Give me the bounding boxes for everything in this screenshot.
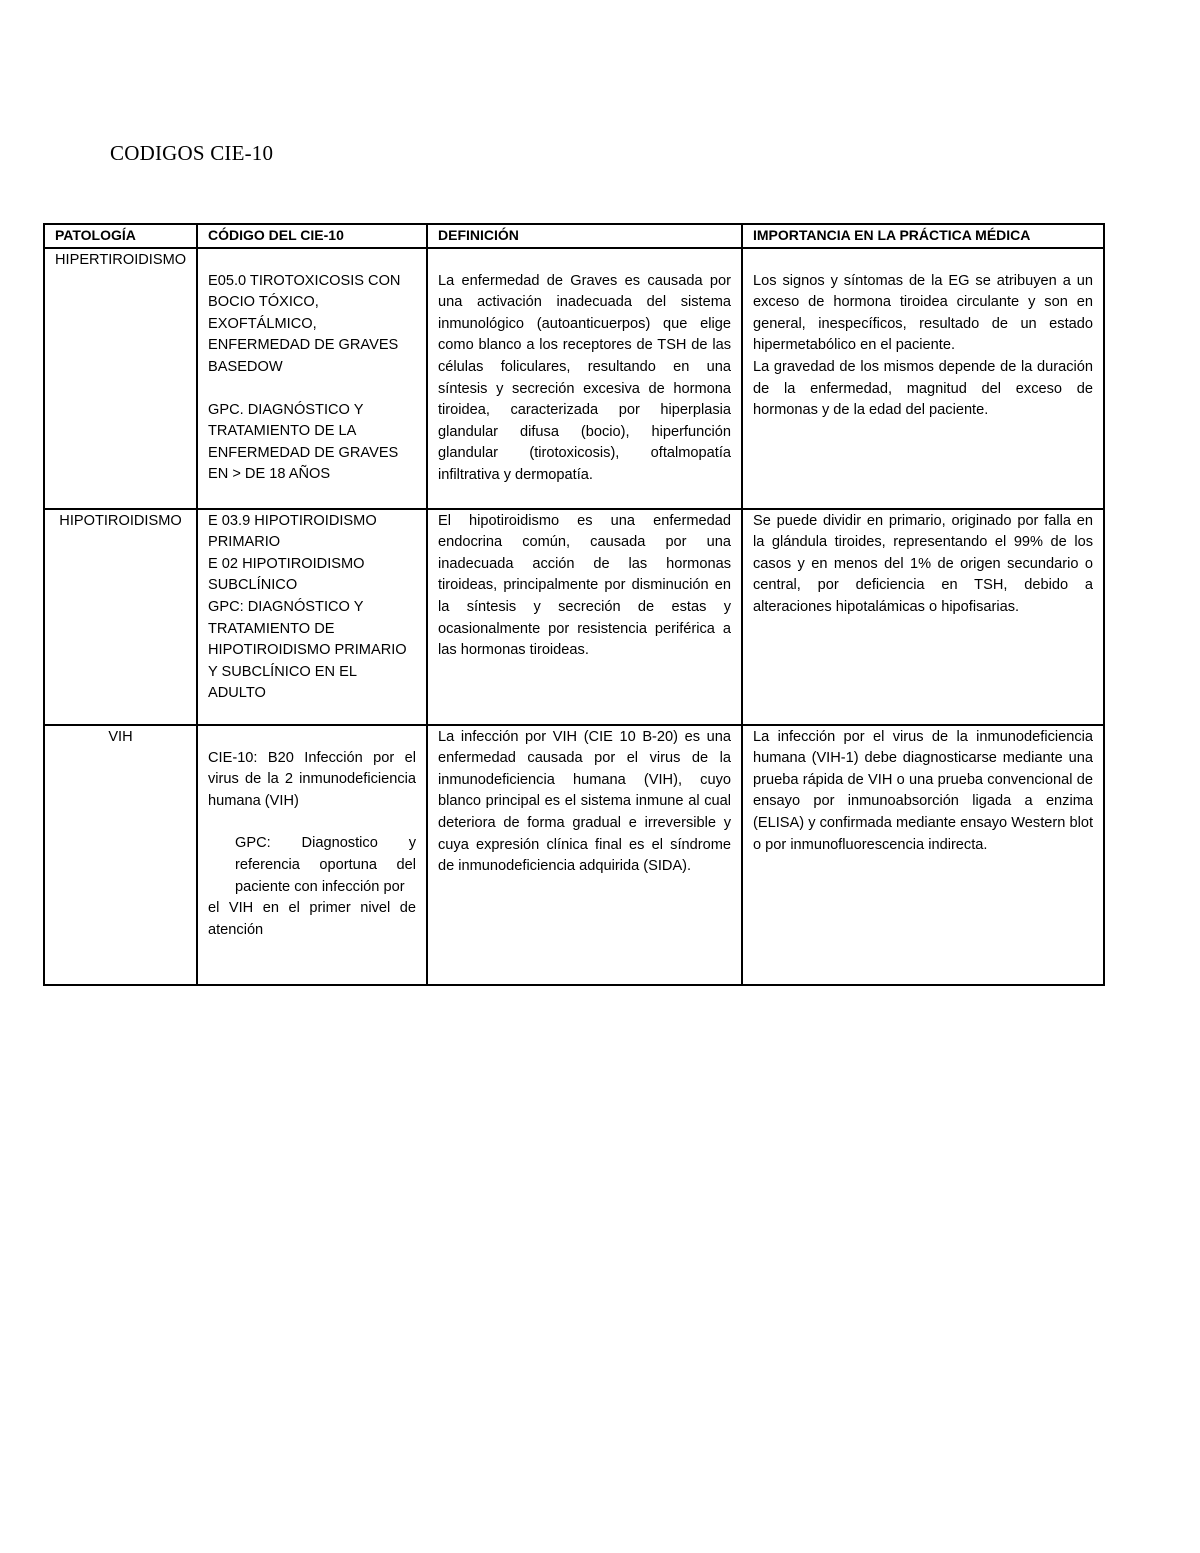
table-row [44,725,1104,985]
code-line: GPC: DIAGNÓSTICO Y TRATAMIENTO DE HIPOTIROIDISMO PRIMARIO Y SUBCLÍNICO EN EL ADULTO [208,598,407,702]
code-line: E 03.9 HIPOTIROIDISMO PRIMARIO [208,512,377,551]
code-line: GPC: Diagnostico y referencia oportuna del paciente con infección por [235,835,416,895]
header-pathology: PATOLOGÍA [44,224,197,248]
header-importance: IMPORTANCIA EN LA PRÁCTICA MÉDICA [742,224,1104,248]
definition-cell [427,248,742,509]
code-line: E05.0 TIROTOXICOSIS CON BOCIO TÓXICO, EXOFTÁLMICO, ENFERMEDAD DE GRAVES BASEDOW [208,272,401,375]
importance-text: La gravedad de los mismos depende de la duración de la enfermedad, magnitud del exceso de hormonas y de la edad del paciente. [753,358,1093,419]
importance-text: Los signos y síntomas de la EG se atribuyen a un exceso de hormona tiroidea circulante y son en general, inespecíficos, resultado de un estado hipermetabólico en el paciente. [753,272,1093,354]
code-cell [197,725,427,985]
definition-cell: La infección por VIH (CIE 10 B-20) es una enfermedad causada por el virus de la inmunodeficiencia humana (VIH), cuyo blanco principal es el sistema inmune al cual deteriora de forma gradual e irreversible y cuya expresión clínica final es el síndrome de inmunodeficiencia adquirida (SIDA). [427,725,742,985]
code-line: E 02 HIPOTIROIDISMO SUBCLÍNICO [208,555,365,594]
code-line: CIE-10: B20 Infección por el virus de la 2 inmunodeficiencia humana (VIH) [208,749,416,809]
document-title: CODIGOS CIE-10 [110,141,274,165]
pathology-cell: HIPERTIROIDISMO [44,248,197,509]
pathology-cell: VIH [44,725,197,985]
importance-cell [742,248,1104,509]
definition-text: La enfermedad de Graves es causada por una activación inadecuada del sistema inmunológico (autoanticuerpos) que elige como blanco a los receptores de TSH de las células foliculares, resultando en una síntesis y secreción excesiva de hormona tiroidea, caracterizada por hiperplasia glandular difusa (bocio), hiperfunción glandular (tirotoxicosis), oftalmopatía infiltrativa y dermopatía. [438,272,731,483]
header-definition: DEFINICIÓN [427,224,742,248]
header-code: CÓDIGO DEL CIE-10 [197,224,427,248]
table-row [44,248,1104,509]
table-header-row [44,224,1104,248]
code-cell [197,509,427,725]
importance-cell: La infección por el virus de la inmunodeficiencia humana (VIH-1) debe diagnosticarse mediante una prueba rápida de VIH o una prueba convencional de ensayo por inmunoabsorción ligada a enzima (ELISA) y confirmada mediante ensayo Western blot o por inmunofluorescencia indirecta. [742,725,1104,985]
table-row [44,509,1104,725]
definition-cell: El hipotiroidismo es una enfermedad endocrina común, causada por una inadecuada acción de las hormonas tiroideas, principalmente por disminución en la síntesis y secreción de estas y ocasionalmente por resistencia periférica a las hormonas tiroideas. [427,509,742,725]
cie10-table [43,223,1105,986]
pathology-cell: HIPOTIROIDISMO [44,509,197,725]
code-line: el VIH en el primer nivel de atención [208,900,416,938]
code-line: GPC. DIAGNÓSTICO Y TRATAMIENTO DE LA ENFERMEDAD DE GRAVES EN > DE 18 AÑOS [208,401,399,483]
code-cell [197,248,427,509]
importance-cell: Se puede dividir en primario, originado por falla en la glándula tiroides, representando el 99% de los casos y en menos del 1% de origen secundario o central, por deficiencia en TSH, debido a alteraciones hipotalámicas o hipofisarias. [742,509,1104,725]
